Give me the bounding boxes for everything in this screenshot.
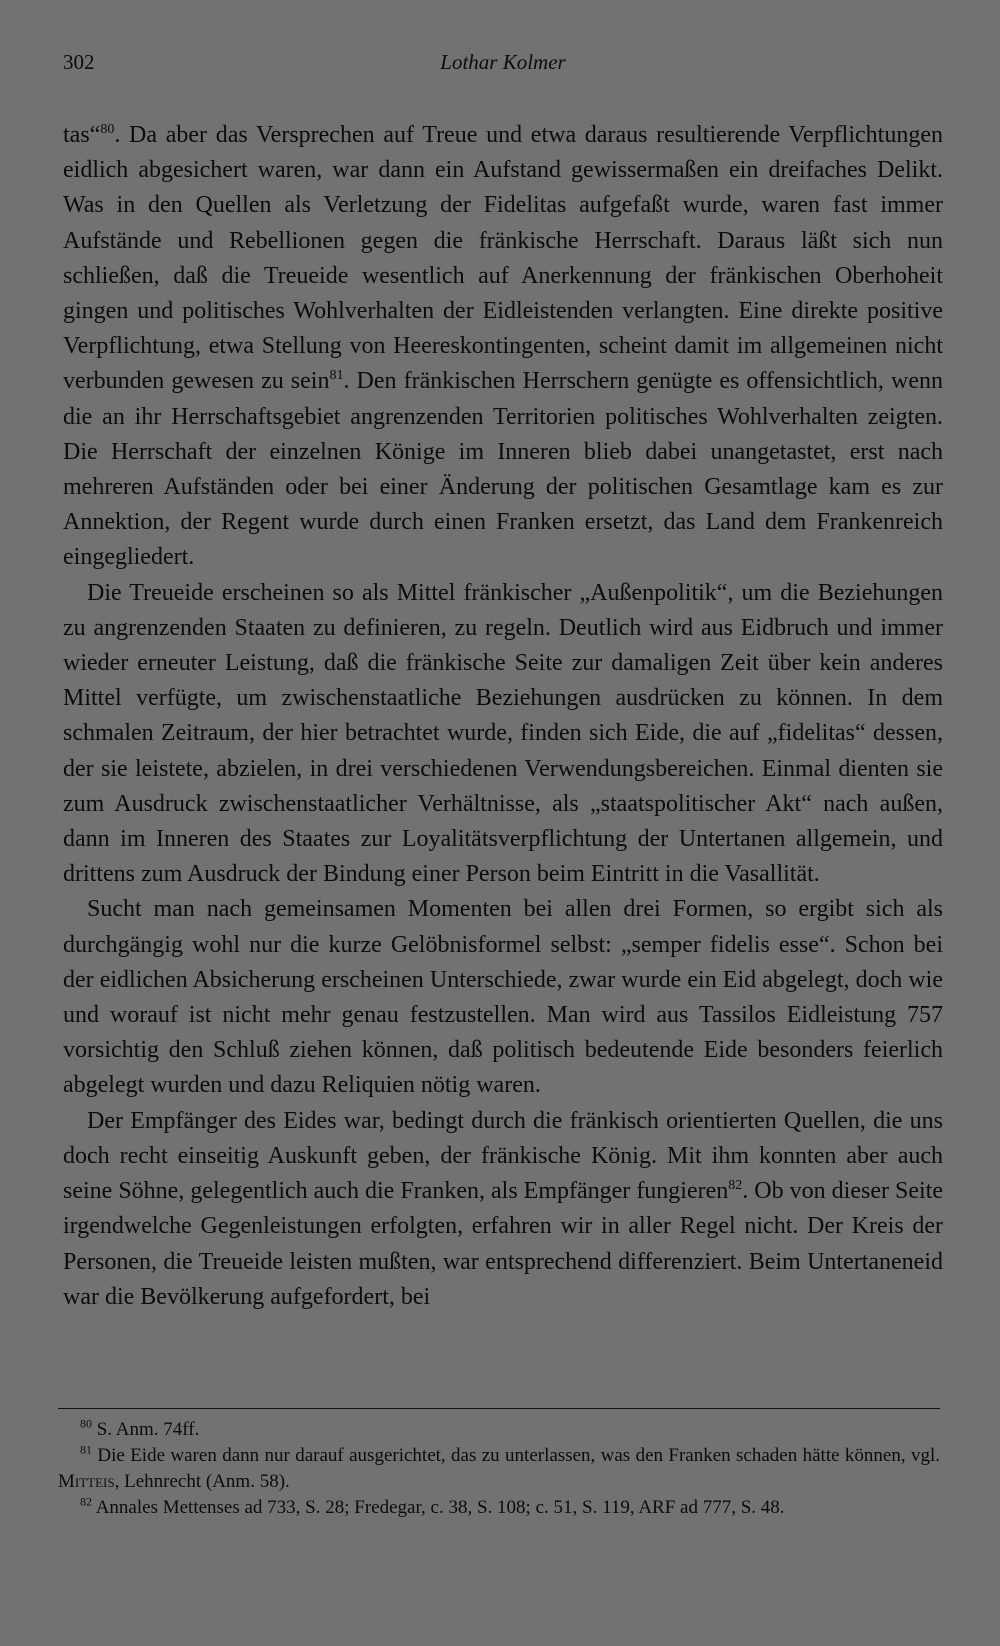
paragraph-2: Die Treueide erscheinen so als Mittel fränkischer „Außenpolitik“, um die Beziehungen zu angrenzenden Staaten zu definieren, zu regeln. Deutlich wird aus Eidbruch und immer wieder erneuter Leistung, daß die fränkische Seite zur damaligen Zeit über kein anderes Mittel verfügte, um zwischenstaatliche Beziehungen ausdrücken zu können. In dem schmalen Zeitraum, der hier betrachtet wurde, finden sich Eide, die auf „fidelitas“ dessen, der sie leistete, abzielen, in drei verschiedenen Verwendungsbereichen. Einmal dienten sie zum Ausdruck zwischenstaatlicher Verhältnisse, als „staatspolitischer Akt“ nach außen, dann im Inneren des Staates zur Loyalitätsverpflichtung der Untertanen allgemein, und drittens zum Ausdruck der Bindung einer Person beim Eintritt in die Vasallität. [63, 579, 943, 888]
footnote-ref-80: 80 [100, 122, 115, 137]
paragraph-4 [63, 1104, 943, 1315]
footnotes [58, 1417, 940, 1521]
paragraph-4-text-a: Der Empfänger des Eides war, bedingt durch die fränkisch orientierten Quellen, die uns doch recht einseitig Auskunft geben, der fränkische König. Mit ihm konnten aber auch seine Söhne, gelegentlich auch die Franken, als Empfänger fungieren [63, 1107, 943, 1205]
paragraph-1-text-b: . Da aber das Versprechen auf Treue und etwa daraus resultierende Verpflichtungen eidlich abgesichert waren, war dann ein Aufstand gewissermaßen ein dreifaches Delikt. Was in den Quellen als Verletzung der Fidelitas aufgefaßt wurde, waren fast immer Aufstände und Rebellionen gegen die fränkische Herrschaft. Daraus läßt sich nun schließen, daß die Treueide wesentlich auf Anerkennung der fränkischen Oberhoheit gingen und politisches Wohlverhalten der Eidleistenden verlangten. Eine direkte positive Verpflichtung, etwa Stellung von Heereskontingenten, scheint damit im allgemeinen nicht verbunden gewesen zu sein [63, 122, 943, 395]
paragraph-1-text-c: . Den fränkischen Herrschern genügte es offensichtlich, wenn die an ihr Herrschaftsgebiet angrenzenden Territorien politisches Wohlverhalten zeigten. Die Herrschaft der einzelnen Könige im Inneren blieb dabei unangetastet, erst nach mehreren Aufständen oder bei einer Änderung der politischen Gesamtlage kam es zur Annektion, der Regent wurde durch einen Franken ersetzt, das Land dem Frankenreich eingegliedert. [63, 368, 943, 571]
footnote-mark-80: 80 [80, 1416, 92, 1431]
footnote-mark-82: 82 [80, 1494, 92, 1509]
paragraph-1 [63, 118, 943, 576]
footnote-mark-81: 81 [80, 1442, 92, 1457]
footnote-80 [58, 1417, 940, 1443]
footnote-82-text: Annales Mettenses ad 733, S. 28; Fredegar, c. 38, S. 108; c. 51, S. 119, ARF ad 777, S. 48. [95, 1497, 785, 1518]
footnote-divider [58, 1408, 940, 1409]
page-number: 302 [63, 50, 95, 74]
footnote-ref-81: 81 [329, 368, 344, 384]
paragraph-4-text-b: . Ob von dieser Seite irgendwelche Gegenleistungen erfolgten, erfahren wir in aller Regel nicht. Der Kreis der Personen, die Treueide leisten mußten, war entsprechend differenziert. Beim Untertaneneid war die Bevölkerung aufgefordert, bei [63, 1178, 943, 1310]
footnote-82 [58, 1495, 940, 1521]
main-text [63, 118, 943, 1315]
footnote-ref-82: 82 [728, 1178, 743, 1194]
running-head: Lothar Kolmer [440, 50, 566, 74]
paragraph-1-text-a: tas“ [63, 122, 101, 148]
footnote-81-author: Mitteis [58, 1471, 115, 1492]
footnote-81-text-after: , Lehnrecht (Anm. 58). [114, 1471, 290, 1492]
footnote-81-text-before: Die Eide waren dann nur darauf ausgerichtet, das zu unterlassen, was den Franken schaden hätte können, vgl. [97, 1445, 941, 1466]
footnote-81 [58, 1443, 940, 1495]
page-header [63, 50, 943, 80]
paragraph-3: Sucht man nach gemeinsamen Momenten bei allen drei Formen, so ergibt sich als durchgängig wohl nur die kurze Gelöbnisformel selbst: „semper fidelis esse“. Schon bei der eidlichen Absicherung erscheinen Unterschiede, zwar wurde ein Eid abgelegt, doch wie und worauf ist nicht mehr genau festzustellen. Man wird aus Tassilos Eidleistung 757 vorsichtig den Schluß ziehen können, daß politisch bedeutende Eide besonders feierlich abgelegt wurden und dazu Reliquien nötig waren. [63, 896, 943, 1099]
footnote-80-text: S. Anm. 74ff. [96, 1419, 200, 1440]
